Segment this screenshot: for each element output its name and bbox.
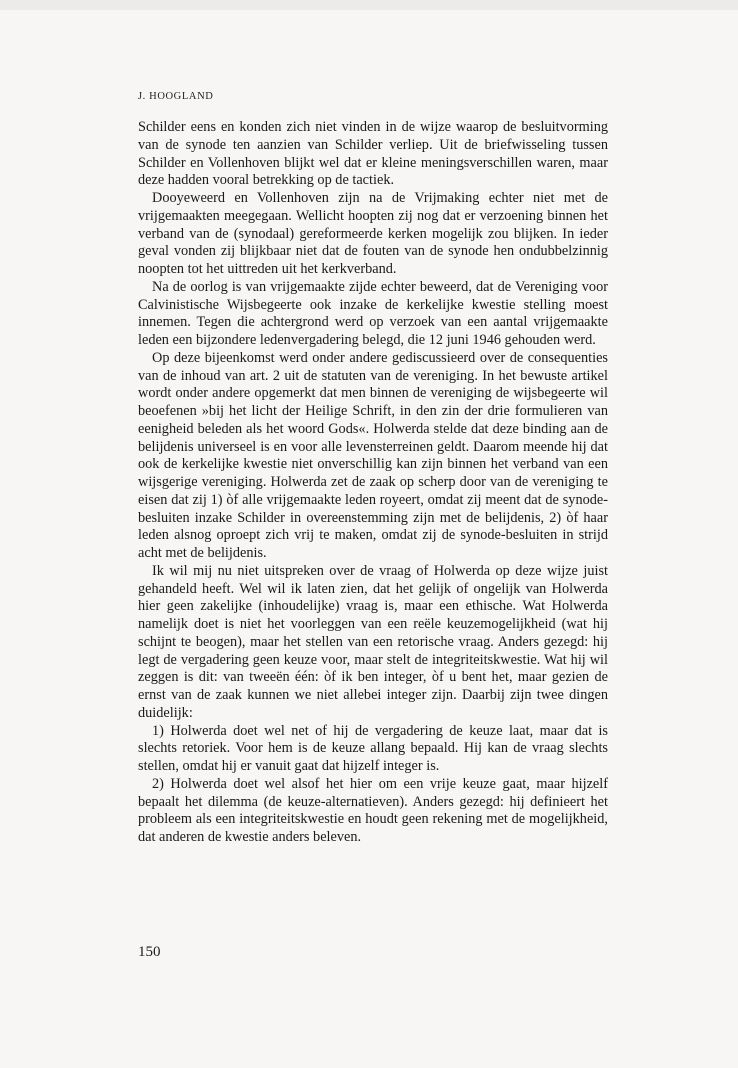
paragraph-continuation: Schilder eens en konden zich niet vinden in de wijze waarop de besluitvorming van de synode ten aanzien van Schilder verliep. Uit de briefwisseling tussen Schilder en Vollenhoven blijkt wel dat er kleine meningsverschillen waren, maar deze hadden vooral betrekking op de tactiek. bbox=[138, 119, 608, 189]
paragraph-vrijmaking: Dooyeweerd en Vollenhoven zijn na de Vrijmaking echter niet met de vrijgemaakten meegegaan. Wellicht hoopten zij nog dat er verzoening binnen het verband van de (synodaal) gereformeerde kerken mogelijk zou blijken. In ieder geval vonden zij blijkbaar niet dat de fouten van de synode hen ondubbelzinnig noopten tot het uittreden uit het kerkverband. bbox=[138, 190, 608, 277]
paragraph-ethische-vraag: Ik wil mij nu niet uitspreken over de vraag of Holwerda op deze wijze juist gehandeld heeft. Wel wil ik laten zien, dat het gelijk of ongelijk van Holwerda hier geen zakelijke (inhoudelijke) vraag is, maar een ethische. Wat Holwerda namelijk doet is niet het voorleggen van een reële keuzemogelijkheid (wat hij schijnt te beogen), maar het stellen van een retorische vraag. Anders gezegd: hij legt de vergadering geen keuze voor, maar stelt de integriteitskwestie. Wat hij wil zeggen is dit: van tweeën één: òf ik ben integer, òf u bent het, maar gezien de ernst van de zaak kunnen we niet allebei integer zijn. Daarbij zijn twee dingen duidelijk: bbox=[138, 562, 608, 721]
running-head: J. HOOGLAND bbox=[138, 91, 214, 102]
page-number: 150 bbox=[138, 944, 161, 960]
paragraph-point-2: 2) Holwerda doet wel alsof het hier om een vrije keuze gaat, maar hijzelf bepaalt het dilemma (de keuze-alternatieven). Anders gezegd: hij definieert het probleem als een integriteitskwestie en houdt geen rekening met de mogelijkheid, dat anderen de kwestie anders beleven. bbox=[138, 775, 608, 845]
paragraph-bijeenkomst: Op deze bijeenkomst werd onder andere gediscussieerd over de consequenties van de inhoud van art. 2 uit de statuten van de vereniging. In het bewuste artikel wordt onder andere opgemerkt dat men binnen de vereniging de wijsbegeerte wil beoefenen »bij het licht der Heilige Schrift, in den zin der drie formulieren van eenigheid beleden als het woord Gods«. Holwerda stelde dat deze binding aan de belijdenis universeel is en voor alle levensterreinen geldt. Daarom meende hij dat ook de kerkelijke kwestie niet onverschillig kan zijn binnen het verband van een wijsgerige vereniging. Holwerda zet de zaak op scherp door van de vereniging te eisen dat zij 1) òf alle vrijgemaakte leden royeert, omdat zij meent dat de synode-besluiten inzake Schilder in overeenstemming zijn met de belijdenis, 2) òf haar leden alsnog oproept zich vrij te maken, omdat zij de synode-besluiten in strijd acht met de belijdenis. bbox=[138, 349, 608, 561]
page-top-band bbox=[0, 0, 738, 10]
body-text bbox=[138, 119, 608, 847]
paragraph-point-1: 1) Holwerda doet wel net of hij de vergadering de keuze laat, maar dat is slechts retoriek. Voor hem is de keuze allang bepaald. Hij kan de vraag slechts stellen, omdat hij er vanuit gaat dat hijzelf integer is. bbox=[138, 722, 608, 774]
paragraph-vereniging: Na de oorlog is van vrijgemaakte zijde echter beweerd, dat de Vereniging voor Calvinistische Wijsbegeerte ook inzake de kerkelijke kwestie stelling moest innemen. Tegen die achtergrond werd op verzoek van een aantal vrijgemaakte leden een bijzondere ledenvergadering belegd, die 12 juni 1946 gehouden werd. bbox=[138, 278, 608, 348]
